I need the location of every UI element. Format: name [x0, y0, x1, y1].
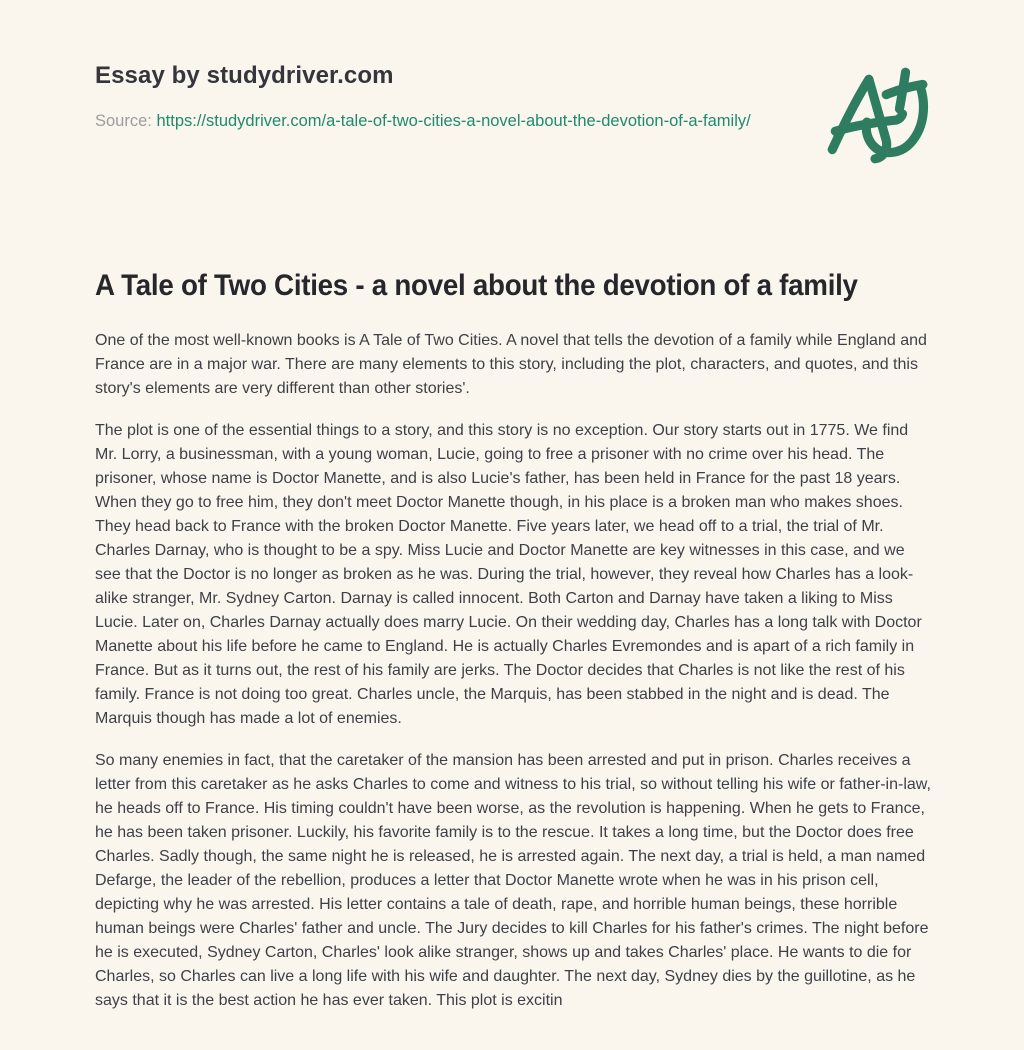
page-heading: Essay by studydriver.com	[95, 62, 394, 89]
essay-title: A Tale of Two Cities - a novel about the devotion of a family	[95, 269, 858, 302]
source-label: Source:	[95, 112, 152, 130]
page-header	[95, 62, 932, 177]
source-line	[95, 107, 751, 135]
header-text-block	[95, 62, 751, 135]
essay-paragraph-3: So many enemies in fact, that the caretaker of the mansion has been arrested and put in prison. Charles receives a letter from this caretaker as he asks Charles to come and witness to his trial, so without telling his wife or father-in-law, he heads off to France. His timing couldn't have been worse, as the revolution is happening. When he gets to France, he has been taken prisoner. Luckily, his favorite family is to the rescue. It takes a long time, but the Doctor does free Charles. Sadly though, the same night he is released, he is arrested again. The next day, a trial is held, a man named Defarge, the leader of the rebellion, produces a letter that Doctor Manette wrote when he was in his prison cell, depicting why he was arrested. His letter contains a tale of death, rape, and horrible human beings, these horrible human beings were Charles' father and uncle. The Jury decides to kill Charles for his father's crimes. The night before he is executed, Sydney Carton, Charles' look alike stranger, shows up and takes Charles' place. He wants to die for Charles, so Charles can live a long life with his wife and daughter. The next day, Sydney dies by the guillotine, as he says that it is the best action he has ever taken. This plot is excitin	[95, 752, 931, 1009]
studydriver-a-plus-logo-icon	[818, 60, 930, 177]
essay-paragraph-2: The plot is one of the essential things to a story, and this story is no exception. Our story starts out in 1775. We find Mr. Lorry, a businessman, with a young woman, Lucie, going to free a prisoner with no crime over his head. The prisoner, whose name is Doctor Manette, and is also Lucie's father, has been held in France for the past 18 years. When they go to free him, they don't meet Doctor Manette though, in his place is a broken man who makes shoes. They head back to France with the broken Doctor Manette. Five years later, we head off to a trial, the trial of Mr. Charles Darnay, who is thought to be a spy. Miss Lucie and Doctor Manette are key witnesses in this case, and we see that the Doctor is no longer as broken as he was. During the trial, however, they reveal how Charles has a look-alike stranger, Mr. Sydney Carton. Darnay is called innocent. Both Carton and Darnay have taken a liking to Miss Lucie. Later on, Charles Darnay actually does marry Lucie. On their wedding day, Charles has a long talk with Doctor Manette about his life before he came to England. He is actually Charles Evremondes and is apart of a rich family in France. But as it turns out, the rest of his family are jerks. The Doctor decides that Charles is not like the rest of his family. France is not doing too great. Charles uncle, the Marquis, has been stabbed in the night and is dead. The Marquis though has made a lot of enemies.	[95, 422, 922, 727]
essay-body	[95, 329, 932, 1013]
essay-paragraph-1: One of the most well-known books is A Tale of Two Cities. A novel that tells the devotion of a family while England and France are in a major war. There are many elements to this story, including the plot, characters, and quotes, and this story's elements are very different than other stories'.	[95, 332, 927, 397]
source-link[interactable]: https://studydriver.com/a-tale-of-two-cities-a-novel-about-the-devotion-of-a-family/	[156, 112, 751, 130]
